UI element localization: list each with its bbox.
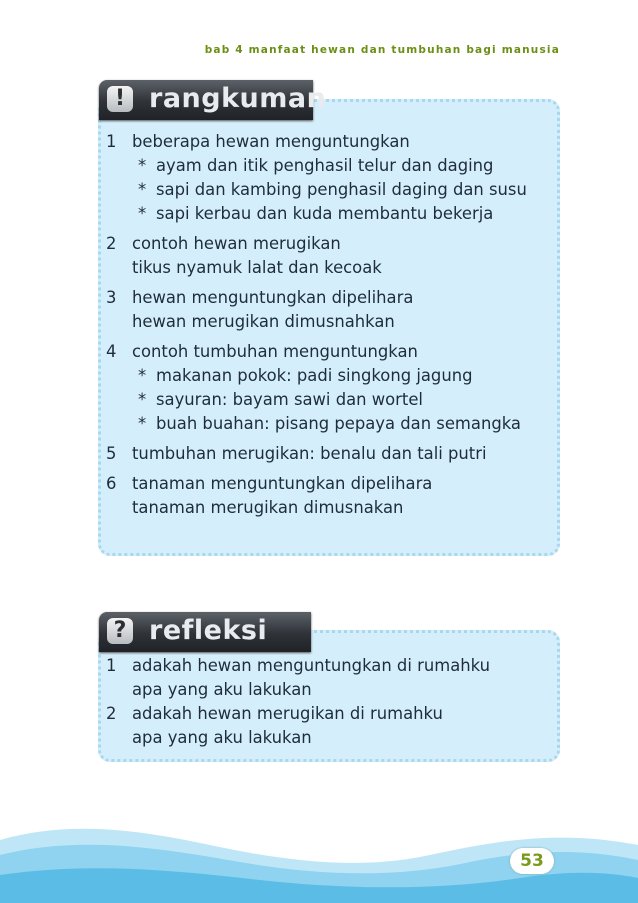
summary-item: [106, 472, 556, 520]
bullet-line: * buah buahan: pisang pepaya dan semangka: [138, 414, 521, 433]
reflection-list: [106, 654, 556, 750]
item-number: 6: [106, 474, 117, 493]
page-number: 53: [510, 848, 554, 874]
bullet-text: sapi dan kambing penghasil daging dan susu: [156, 180, 527, 199]
summary-item: [106, 340, 556, 436]
item-text: tumbuhan merugikan: benalu dan tali putri: [132, 444, 487, 463]
bullet-text: buah buahan: pisang pepaya dan semangka: [156, 414, 521, 433]
item-text: beberapa hewan menguntungkan: [132, 132, 410, 151]
reflection-banner: [99, 612, 311, 652]
item-continuation: apa yang aku lakukan: [132, 680, 312, 699]
chapter-header: bab 4 manfaat hewan dan tumbuhan bagi manusia: [204, 44, 560, 56]
item-text: adakah hewan menguntungkan di rumahku: [132, 656, 491, 675]
summary-list: [106, 130, 556, 526]
bullet-text: makanan pokok: padi singkong jagung: [156, 366, 473, 385]
item-text: contoh tumbuhan menguntungkan: [132, 342, 418, 361]
question-icon: ?: [107, 618, 133, 644]
bullet-line: * sapi kerbau dan kuda membantu bekerja: [138, 204, 494, 223]
item-number: 3: [106, 288, 117, 307]
bullet-line: * ayam dan itik penghasil telur dan daging: [138, 156, 494, 175]
item-number: 1: [106, 656, 117, 675]
item-number: 2: [106, 234, 117, 253]
item-text: adakah hewan merugikan di rumahku: [132, 704, 443, 723]
summary-item: [106, 286, 556, 334]
exclamation-icon: !: [107, 86, 133, 112]
summary-banner: [99, 80, 327, 120]
item-number: 1: [106, 132, 117, 151]
item-number: 2: [106, 704, 117, 723]
item-continuation: apa yang aku lakukan: [132, 728, 312, 747]
item-text: contoh hewan merugikan: [132, 234, 341, 253]
reflection-title: refleksi: [149, 615, 268, 646]
item-number: 4: [106, 342, 117, 361]
bullet-text: sayuran: bayam sawi dan wortel: [156, 390, 423, 409]
item-number: 5: [106, 444, 117, 463]
bullet-line: * makanan pokok: padi singkong jagung: [138, 366, 473, 385]
item-text: hewan menguntungkan dipelihara: [132, 288, 414, 307]
reflection-item: [106, 702, 556, 750]
summary-item: [106, 442, 556, 466]
summary-item: [106, 130, 556, 226]
item-continuation: hewan merugikan dimusnahkan: [132, 312, 395, 331]
bullet-line: * sapi dan kambing penghasil daging dan susu: [138, 180, 527, 199]
item-continuation: tikus nyamuk lalat dan kecoak: [132, 258, 382, 277]
item-text: tanaman menguntungkan dipelihara: [132, 474, 433, 493]
summary-item: [106, 232, 556, 280]
summary-title: rangkuman: [149, 83, 327, 114]
bullet-text: ayam dan itik penghasil telur dan daging: [156, 156, 494, 175]
bullet-line: * sayuran: bayam sawi dan wortel: [138, 390, 423, 409]
reflection-item: [106, 654, 556, 702]
bullet-text: sapi kerbau dan kuda membantu bekerja: [156, 204, 494, 223]
item-continuation: tanaman merugikan dimusnakan: [132, 498, 404, 517]
